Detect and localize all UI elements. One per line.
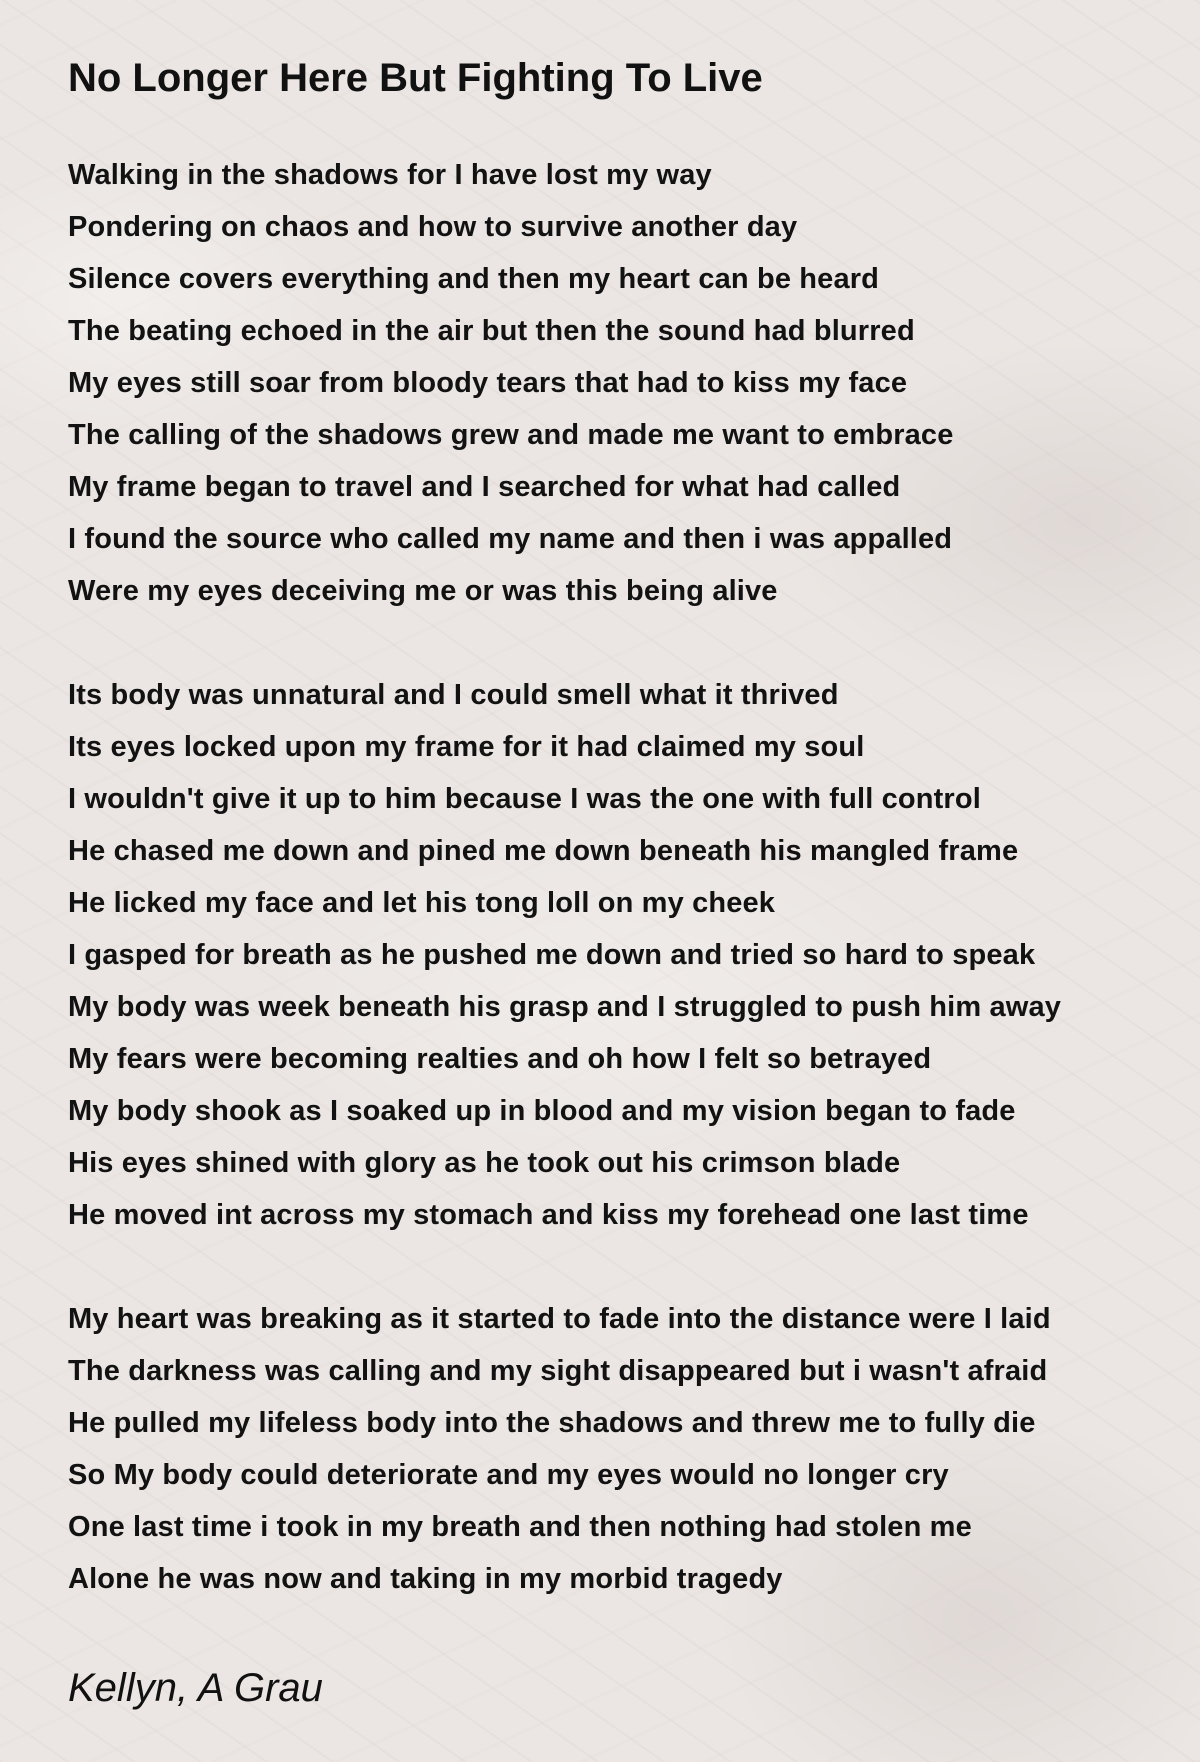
poem-line: So My body could deteriorate and my eyes would no longer cry — [68, 1459, 949, 1491]
poem-line: He licked my face and let his tong loll on my cheek — [68, 887, 776, 919]
poem-line: Its eyes locked upon my frame for it had claimed my soul — [68, 731, 865, 763]
poem-line: My body was week beneath his grasp and I struggled to push him away — [68, 991, 1062, 1023]
stanza-2 — [68, 669, 1188, 1241]
poem-line: Alone he was now and taking in my morbid tragedy — [68, 1563, 783, 1595]
poem-line: My body shook as I soaked up in blood and my vision began to fade — [68, 1095, 1016, 1127]
poem-line: His eyes shined with glory as he took out his crimson blade — [68, 1147, 901, 1179]
poem-line: He moved int across my stomach and kiss my forehead one last time — [68, 1199, 1029, 1231]
poem-line: The darkness was calling and my sight disappeared but i wasn't afraid — [68, 1355, 1048, 1387]
poem-line: I found the source who called my name and then i was appalled — [68, 523, 953, 555]
stanza-1 — [68, 149, 1188, 617]
poem-line: Pondering on chaos and how to survive another day — [68, 211, 798, 243]
poem-body — [68, 149, 1188, 1657]
poem-author: Kellyn, A Grau — [68, 1666, 323, 1710]
poem-line: I wouldn't give it up to him because I was the one with full control — [68, 783, 981, 815]
poem-line: My frame began to travel and I searched for what had called — [68, 471, 901, 503]
poem-line: One last time i took in my breath and then nothing had stolen me — [68, 1511, 972, 1543]
poem-line: My eyes still soar from bloody tears that had to kiss my face — [68, 367, 908, 399]
poem-title: No Longer Here But Fighting To Live — [68, 56, 763, 100]
poem-line: Silence covers everything and then my heart can be heard — [68, 263, 880, 295]
poem-line: He chased me down and pined me down beneath his mangled frame — [68, 835, 1019, 867]
poem-line: My fears were becoming realties and oh how I felt so betrayed — [68, 1043, 932, 1075]
poem-line: Its body was unnatural and I could smell what it thrived — [68, 679, 839, 711]
poem-line: Were my eyes deceiving me or was this being alive — [68, 575, 778, 607]
poem-line: The beating echoed in the air but then the sound had blurred — [68, 315, 915, 347]
poem-line: The calling of the shadows grew and made me want to embrace — [68, 419, 954, 451]
stanza-3 — [68, 1293, 1188, 1605]
poem-line: He pulled my lifeless body into the shadows and threw me to fully die — [68, 1407, 1036, 1439]
poem-line: Walking in the shadows for I have lost my way — [68, 159, 712, 191]
poem-line: My heart was breaking as it started to fade into the distance were I laid — [68, 1303, 1051, 1335]
poem-line: I gasped for breath as he pushed me down and tried so hard to speak — [68, 939, 1036, 971]
